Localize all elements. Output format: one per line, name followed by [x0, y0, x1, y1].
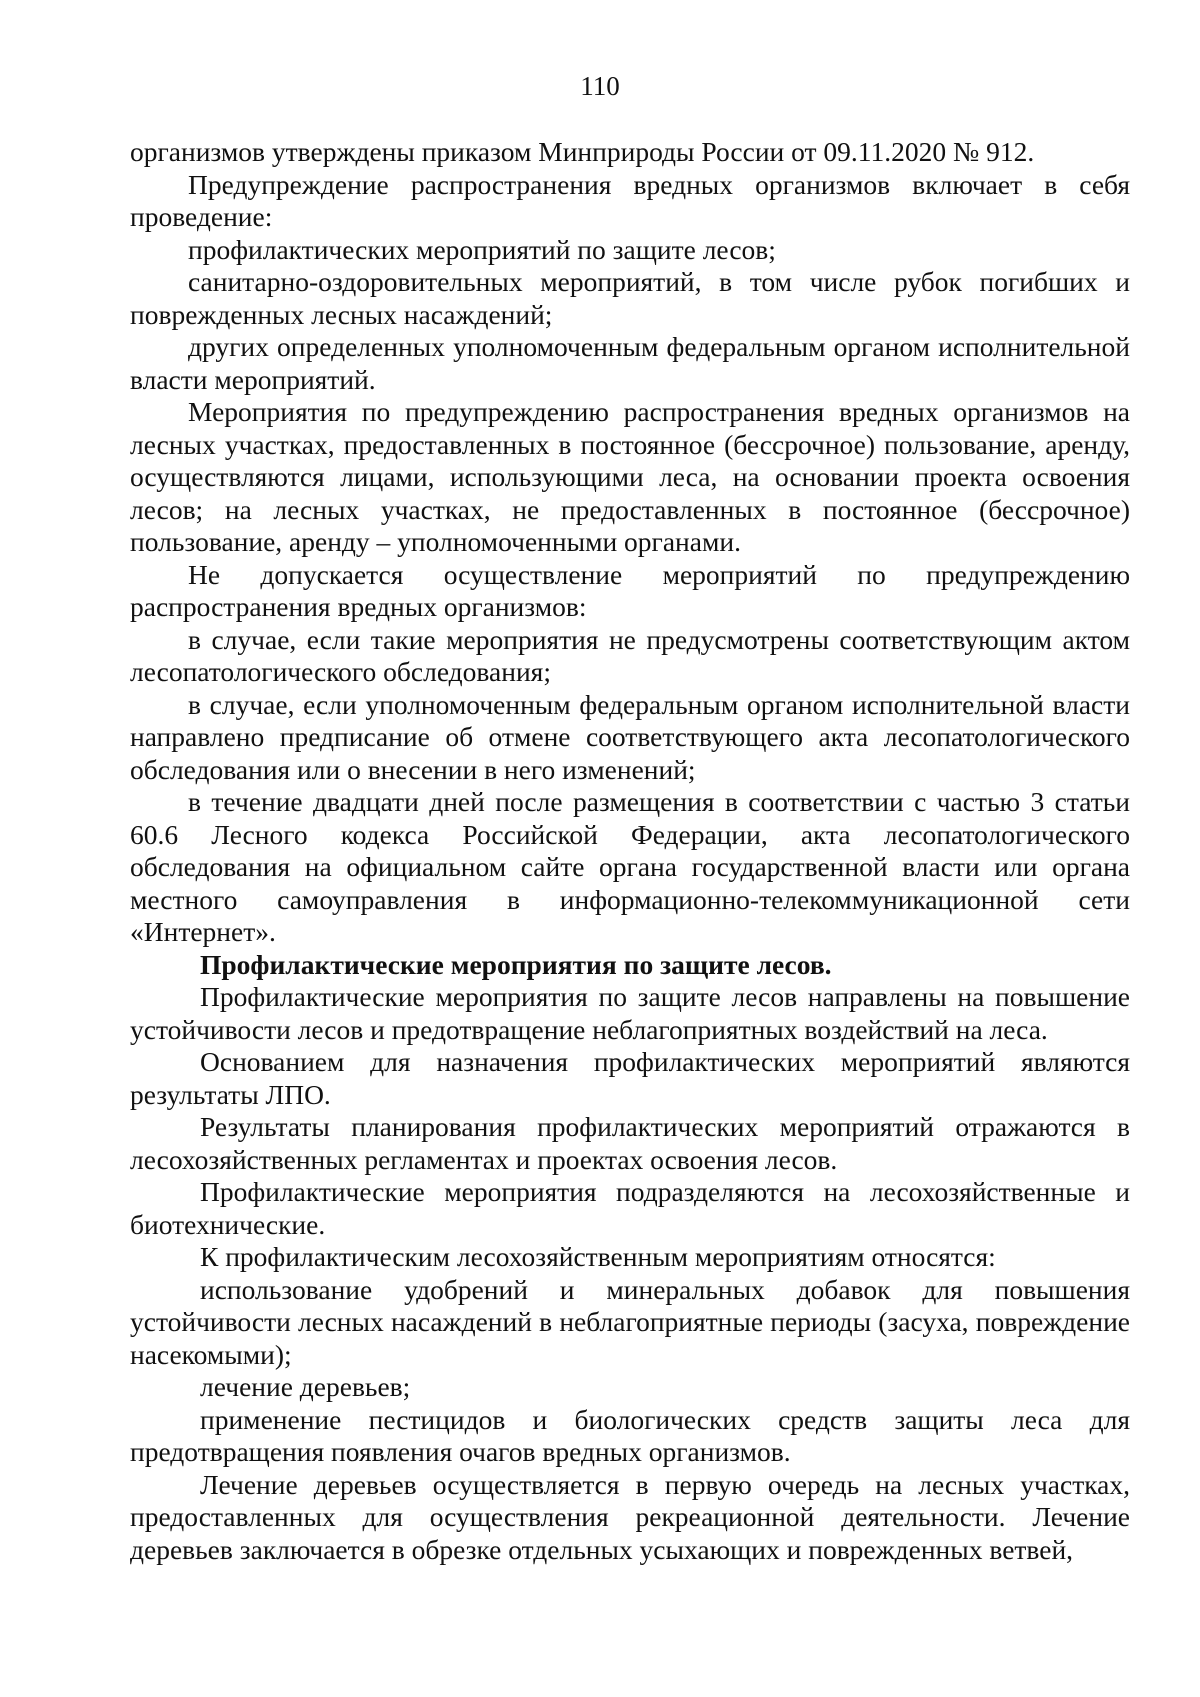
section-heading: Профилактические мероприятия по защите лесов.	[200, 948, 832, 980]
paragraph-prevention-intro: Предупреждение распространения вредных организмов включает в себя проведение:	[130, 168, 1130, 232]
paragraph-purpose: Профилактические мероприятия по защите лесов направлены на повышение устойчивости лесов и предотвращение неблагоприятных воздействий на леса.	[130, 981, 1130, 1045]
list-item-case-prescription: в случае, если уполномоченным федеральным органом исполнительной власти направлено предписание об отмене соответствующего акта лесопатологического обследования или о внесении в него изменений;	[130, 688, 1130, 785]
paragraph-basis: Основанием для назначения профилактических мероприятий являются результаты ЛПО.	[130, 1046, 1130, 1110]
list-item-prophylactic: профилактических мероприятий по защите лесов;	[188, 233, 776, 265]
paragraph-tree-treatment: Лечение деревьев осуществляется в первую очередь на лесных участках, предоставленных для осуществления рекреационной деятельности. Лечение деревьев заключается в обрезке отдельных усыхающих и поврежденных ветвей,	[130, 1468, 1130, 1565]
paragraph-not-allowed: Не допускается осуществление мероприятий по предупреждению распространения вредных организмов:	[130, 558, 1130, 622]
paragraph-continuation: организмов утверждены приказом Минприроды России от 09.11.2020 № 912.	[130, 136, 1035, 167]
paragraph-measures-on-plots: Мероприятия по предупреждению распространения вредных организмов на лесных участках, предоставленных в постоянное (бессрочное) пользование, аренду, осуществляются лицами, использующими леса, на основании проекта освоения лесов; на лесных участках, не предоставленных в постоянное (бессрочное) пользование, аренду – уполномоченными органами.	[130, 396, 1130, 557]
paragraph-planning-results: Результаты планирования профилактических мероприятий отражаются в лесохозяйственных регламентах и проектах освоения лесов.	[130, 1111, 1130, 1175]
paragraph-forestry-measures-intro: К профилактическим лесохозяйственным мероприятиям относятся:	[200, 1241, 996, 1272]
list-item-fertilizers: использование удобрений и минеральных добавок для повышения устойчивости лесных насаждений в неблагоприятные периоды (засуха, повреждение насекомыми);	[130, 1273, 1130, 1370]
document-body	[130, 136, 1130, 1566]
page-number: 110	[580, 71, 620, 101]
list-item-twenty-days: в течение двадцати дней после размещения в соответствии с частью 3 статьи 60.6 Лесного кодекса Российской Федерации, акта лесопатологического обследования на официальном сайте органа государственной власти или органа местного самоуправления в информационно-телекоммуникационной сети «Интернет».	[130, 786, 1130, 947]
list-item-case-not-provided: в случае, если такие мероприятия не предусмотрены соответствующим актом лесопатологического обследования;	[130, 623, 1130, 687]
paragraph-subdivision: Профилактические мероприятия подразделяются на лесохозяйственные и биотехнические.	[130, 1176, 1130, 1240]
list-item-sanitary: санитарно-оздоровительных мероприятий, в том числе рубок погибших и поврежденных лесных насаждений;	[130, 266, 1130, 330]
list-item-pesticides: применение пестицидов и биологических средств защиты леса для предотвращения появления очагов вредных организмов.	[130, 1403, 1130, 1467]
list-item-tree-treatment: лечение деревьев;	[200, 1371, 411, 1402]
list-item-other-measures: других определенных уполномоченным федеральным органом исполнительной власти мероприятий.	[130, 331, 1130, 395]
